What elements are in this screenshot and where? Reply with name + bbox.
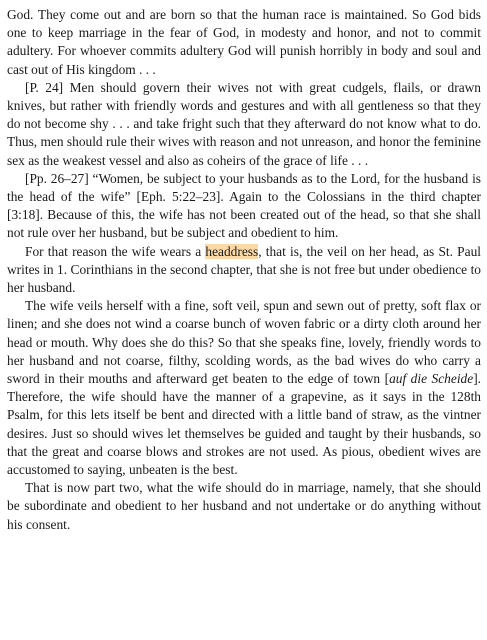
paragraph-3: [Pp. 26–27] “Women, be subject to your husbands as to the Lord, for the husband is the head of the wife” [Eph. 5:22–23]. Again to the Colossians in the third chapter [3:18]. Because of this, the wife has not been created out of the head, so that she shall not rule over her husband, but be subject and obedient to him. [7,170,481,241]
paragraph-5 [7,297,481,479]
paragraph-1: God. They come out and are born so that the human race is maintained. So God bids one to keep marriage in the fear of God, in modesty and honor, and not to commit adultery. For whoever commits adultery God will punish horribly in body and soul and cast out of His kingdom . . . [7,7,481,77]
italic-phrase: auf die Scheide [389,371,474,387]
paragraph-6: That is now part two, what the wife should do in marriage, namely, that she should be subordinate and obedient to her husband and not undertake or do anything without his consent. [7,480,481,532]
paragraph-4 [7,243,481,298]
paragraph-4-text-before: For that reason the wife wears a [25,243,206,259]
highlighted-term: headdress [205,243,259,259]
paragraph-2: [P. 24] Men should govern their wives not with great cudgels, flails, or drawn knives, but rather with friendly words and gestures and with all gentleness so that they do not become shy . . . and take fright such that they afterward do not know what to do. Thus, men should rule their wives with reason and not unreason, and honor the feminine sex as the weakest vessel and also as coheirs of the grace of life . . . [7,79,481,168]
paragraph-5-text-after: ]. Therefore, the wife should have the manner of a grapevine, as it says in the 128th Psalm, for this lets itself be bent and directed with a little band of straw, as the vintner desires. Just so should wives let themselves be guided and taught by their husbands, so that the great and coarse blows and strokes are not used. As pious, obedient wives are accustomed to saying, unbeaten is the best. [7,371,481,478]
document-page [7,6,481,534]
paragraph-4-text-after: , that is, the veil on her head, as St. Paul writes in 1. Corinthians in the second chapter, that she is not free but under obedience to her husband. [7,243,481,296]
paragraph-5-text-before: The wife veils herself with a fine, soft veil, spun and sewn out of pretty, soft flax or linen; and she does not wind a coarse bunch of woven fabric or a dirty cloth around her head or mouth. Why does she do this? So that she speaks fine, lovely, friendly words to her husband and not coarse, filthy, scolding words, as the bad wives do who carry a sword in their mouths and afterward get beaten to the edge of town [ [7,298,481,387]
